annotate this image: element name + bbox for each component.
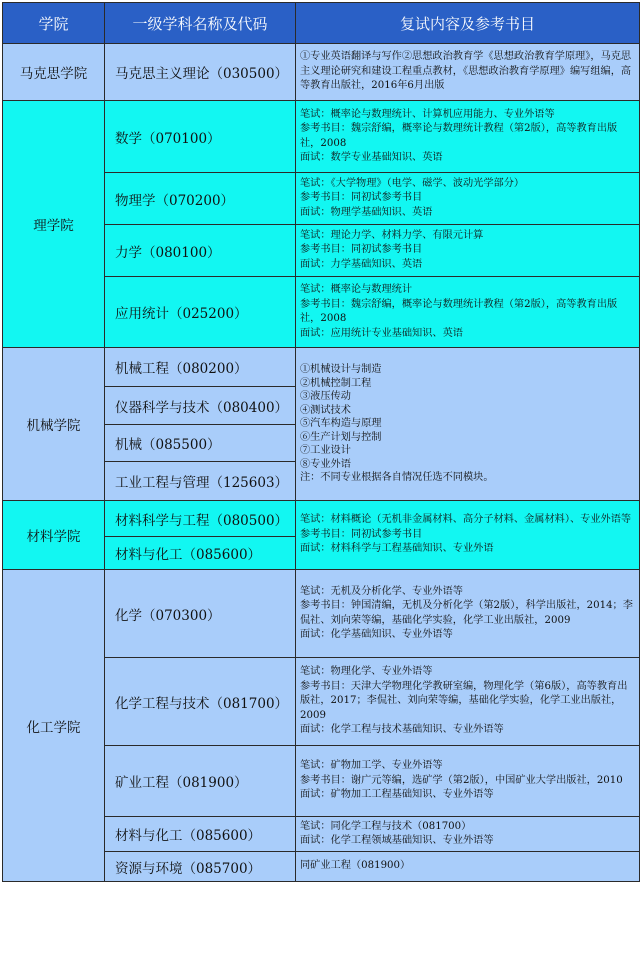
details-cell (296, 44, 640, 101)
college-cell: 理学院 (3, 101, 105, 348)
table-row (3, 348, 640, 387)
detail-line: 面试：力学基础知识、英语 (300, 258, 423, 270)
detail-line: 参考书目：钟国清编，无机及分析化学（第2版），科学出版社，2014；李侃社、刘向荣等编，基础化学实验，化学工业出版社，2009 (300, 600, 633, 626)
detail-line: ⑤汽车构造与原理 (300, 418, 382, 430)
detail-line: 参考书目：同初试参考书目 (300, 528, 423, 540)
detail-line: ①专业英语翻译与写作②思想政治教育学《思想政治教育学原理》，马克思主义理论研究和建设工程重点教材，《思想政治教育学原理》编写组编，高等教育出版社，2016年6月出版 (300, 51, 632, 92)
college-cell: 机械学院 (3, 348, 105, 501)
detail-line: 笔试：《大学物理》（电学、磁学、波动光学部分） (300, 177, 525, 189)
college-cell: 化工学院 (3, 570, 105, 882)
detail-line: 笔试：材料概论（无机非金属材料、高分子材料、金属材料）、专业外语等 (300, 514, 632, 526)
college-cell: 材料学院 (3, 501, 105, 570)
detail-line: 笔试：概率论与数理统计、计算机应用能力、专业外语等 (300, 108, 555, 120)
details-cell (296, 277, 640, 348)
detail-line: 参考书目：天津大学物理化学教研室编，物理化学（第6版），高等教育出版社，2017；李侃社、刘向荣等编，基础化学实验，化学工业出版社，2009 (300, 680, 628, 721)
detail-line: 面试：化学基础知识、专业外语等 (300, 629, 453, 640)
detail-line: 面试：物理学基础知识、英语 (300, 206, 433, 218)
detail-line: 笔试：理论力学、材料力学、有限元计算 (300, 229, 484, 241)
detail-line: 笔试：矿物加工学、专业外语等 (300, 760, 443, 772)
college-cell: 马克思学院 (3, 44, 105, 101)
subject-cell: 数学（070100） (105, 101, 296, 173)
subject-cell: 应用统计（025200） (105, 277, 296, 348)
detail-line: 笔试：同化学工程与技术（081700） (300, 820, 472, 832)
header-details: 复试内容及参考书目 (296, 3, 640, 44)
detail-line: 参考书目：魏宗舒编，概率论与数理统计教程（第2版），高等教育出版社，2008 (300, 298, 618, 324)
detail-line: 面试：应用统计专业基础知识、英语 (300, 327, 463, 339)
detail-line: 笔试：物理化学、专业外语等 (300, 666, 433, 678)
detail-line: 面试：化学工程领域基础知识、专业外语等 (300, 835, 494, 846)
details-cell (296, 570, 640, 658)
detail-line: 面试：材料科学与工程基础知识、专业外语 (300, 543, 494, 555)
detail-line: 面试：化学工程与技术基础知识、专业外语等 (300, 724, 504, 736)
subject-cell: 机械（085500） (105, 425, 296, 462)
detail-line: 笔试：概率论与数理统计 (300, 284, 413, 295)
subject-cell: 马克思主义理论（030500） (105, 44, 296, 101)
table-row (3, 570, 640, 658)
header-row (3, 3, 640, 44)
detail-line: 面试：矿物加工工程基础知识、专业外语等 (300, 789, 494, 801)
subject-cell: 仪器科学与技术（080400） (105, 387, 296, 425)
details-cell (296, 501, 640, 570)
subject-cell: 物理学（070200） (105, 173, 296, 225)
table-row (3, 501, 640, 537)
detail-line: ①机械设计与制造 (300, 364, 382, 376)
subject-cell: 化学工程与技术（081700） (105, 658, 296, 746)
details-cell (296, 225, 640, 277)
detail-line: ③液压传动 (300, 391, 351, 403)
table-row (3, 44, 640, 101)
subject-cell: 材料与化工（085600） (105, 817, 296, 852)
details-cell (296, 852, 640, 882)
detail-line: 参考书目：同初试参考书目 (300, 192, 423, 204)
detail-line: ②机械控制工程 (300, 377, 372, 389)
details-cell (296, 658, 640, 746)
subject-cell: 工业工程与管理（125603） (105, 462, 296, 501)
subject-cell: 材料科学与工程（080500） (105, 501, 296, 537)
subject-cell: 化学（070300） (105, 570, 296, 658)
detail-line: 面试：数学专业基础知识、英语 (300, 152, 443, 163)
detail-line: 注：不同专业根据各自情况任选不同模块。 (300, 472, 494, 484)
admissions-table (2, 2, 640, 882)
subject-cell: 力学（080100） (105, 225, 296, 277)
detail-line: 参考书目：同初试参考书目 (300, 244, 423, 256)
header-college: 学院 (3, 3, 105, 44)
subject-cell: 矿业工程（081900） (105, 746, 296, 817)
detail-line: ④测试技术 (300, 404, 351, 416)
detail-line: 同矿业工程（081900） (300, 860, 411, 872)
details-cell (296, 348, 640, 501)
subject-cell: 机械工程（080200） (105, 348, 296, 387)
detail-line: 笔试：无机及分析化学、专业外语等 (300, 585, 463, 597)
detail-line: 参考书目：魏宗舒编，概率论与数理统计教程（第2版），高等教育出版社，2008 (300, 123, 618, 149)
detail-line: ⑦工业设计 (300, 445, 351, 457)
detail-line: ⑧专业外语 (300, 458, 351, 470)
detail-line: 参考书目：谢广元等编，选矿学（第2版），中国矿业大学出版社，2010 (300, 774, 623, 786)
details-cell (296, 101, 640, 173)
header-subject: 一级学科名称及代码 (105, 3, 296, 44)
subject-cell: 材料与化工（085600） (105, 537, 296, 570)
details-cell (296, 746, 640, 817)
details-cell (296, 817, 640, 852)
details-cell (296, 173, 640, 225)
detail-line: ⑥生产计划与控制 (300, 431, 382, 443)
table-row (3, 101, 640, 173)
subject-cell: 资源与环境（085700） (105, 852, 296, 882)
